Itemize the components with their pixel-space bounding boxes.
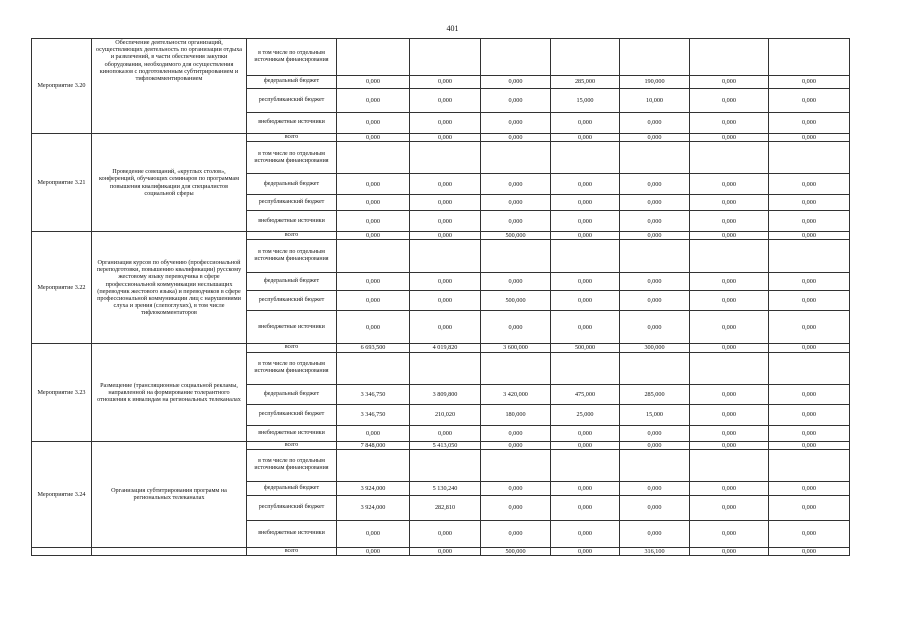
activity-label: Мероприятие 3.23	[32, 344, 92, 441]
amount-cell	[410, 449, 481, 481]
amount-cell: 0,000	[410, 232, 481, 240]
amount-cell: 0,000	[551, 113, 620, 134]
amount-cell: 0,000	[410, 311, 481, 344]
amount-cell	[337, 39, 410, 76]
amount-cell: 0,000	[769, 134, 850, 142]
amount-cell	[337, 240, 410, 273]
funding-source: внебюджетные источники	[247, 425, 337, 441]
amount-cell: 0,000	[551, 520, 620, 547]
amount-cell: 500,000	[481, 232, 551, 240]
amount-cell	[337, 142, 410, 174]
amount-cell: 0,000	[551, 425, 620, 441]
funding-source: всего	[247, 134, 337, 142]
amount-cell: 3 420,000	[481, 384, 551, 404]
amount-cell	[690, 352, 769, 384]
amount-cell: 0,000	[481, 89, 551, 113]
amount-cell: 0,000	[551, 174, 620, 195]
funding-source: республиканский бюджет	[247, 89, 337, 113]
amount-cell	[481, 39, 551, 76]
amount-cell: 0,000	[551, 291, 620, 311]
amount-cell: 0,000	[690, 441, 769, 449]
amount-cell: 0,000	[551, 441, 620, 449]
amount-cell: 0,000	[769, 232, 850, 240]
amount-cell: 25,000	[551, 404, 620, 425]
amount-cell	[481, 449, 551, 481]
amount-cell: 500,000	[481, 547, 551, 555]
funding-source: республиканский бюджет	[247, 195, 337, 211]
amount-cell	[410, 240, 481, 273]
budget-table	[31, 38, 850, 556]
amount-cell: 0,000	[769, 481, 850, 495]
amount-cell: 0,000	[410, 76, 481, 89]
amount-cell: 0,000	[769, 520, 850, 547]
amount-cell	[690, 39, 769, 76]
amount-cell: 0,000	[410, 113, 481, 134]
amount-cell: 210,020	[410, 404, 481, 425]
amount-cell: 0,000	[410, 547, 481, 555]
amount-cell: 0,000	[769, 311, 850, 344]
amount-cell: 0,000	[410, 134, 481, 142]
amount-cell: 0,000	[551, 311, 620, 344]
amount-cell: 180,000	[481, 404, 551, 425]
funding-source: в том числе по отдельным источникам финансирования	[247, 240, 337, 273]
funding-source: в том числе по отдельным источникам финансирования	[247, 39, 337, 76]
amount-cell: 0,000	[690, 211, 769, 232]
table-body	[32, 39, 850, 556]
amount-cell: 0,000	[690, 344, 769, 352]
funding-source: внебюджетные источники	[247, 311, 337, 344]
funding-source: всего	[247, 441, 337, 449]
funding-source: внебюджетные источники	[247, 113, 337, 134]
amount-cell: 0,000	[337, 134, 410, 142]
amount-cell: 0,000	[410, 211, 481, 232]
amount-cell	[551, 142, 620, 174]
amount-cell: 0,000	[337, 232, 410, 240]
amount-cell: 285,000	[620, 384, 690, 404]
amount-cell	[481, 352, 551, 384]
funding-source: республиканский бюджет	[247, 291, 337, 311]
amount-cell: 0,000	[769, 76, 850, 89]
amount-cell: 0,000	[620, 311, 690, 344]
amount-cell: 190,000	[620, 76, 690, 89]
funding-source: федеральный бюджет	[247, 384, 337, 404]
amount-cell: 475,000	[551, 384, 620, 404]
table-row	[32, 232, 850, 240]
amount-cell: 0,000	[769, 344, 850, 352]
amount-cell: 0,000	[769, 291, 850, 311]
amount-cell: 0,000	[481, 76, 551, 89]
amount-cell	[551, 449, 620, 481]
amount-cell: 0,000	[620, 134, 690, 142]
amount-cell: 5 413,050	[410, 441, 481, 449]
amount-cell: 0,000	[690, 311, 769, 344]
funding-source: республиканский бюджет	[247, 404, 337, 425]
amount-cell: 0,000	[690, 495, 769, 520]
amount-cell: 0,000	[481, 134, 551, 142]
funding-source: федеральный бюджет	[247, 273, 337, 291]
amount-cell: 282,810	[410, 495, 481, 520]
amount-cell: 0,000	[337, 425, 410, 441]
amount-cell: 0,000	[481, 273, 551, 291]
amount-cell	[769, 142, 850, 174]
amount-cell: 0,000	[481, 113, 551, 134]
amount-cell: 0,000	[620, 174, 690, 195]
amount-cell	[690, 142, 769, 174]
funding-source: всего	[247, 344, 337, 352]
amount-cell: 3 346,750	[337, 384, 410, 404]
amount-cell: 0,000	[481, 311, 551, 344]
activity-label: Мероприятие 3.21	[32, 134, 92, 232]
amount-cell	[769, 449, 850, 481]
amount-cell	[337, 352, 410, 384]
amount-cell: 0,000	[620, 520, 690, 547]
amount-cell: 0,000	[769, 547, 850, 555]
amount-cell: 5 130,240	[410, 481, 481, 495]
table-row	[32, 39, 850, 76]
amount-cell: 0,000	[337, 547, 410, 555]
amount-cell: 0,000	[769, 195, 850, 211]
amount-cell	[551, 39, 620, 76]
amount-cell: 0,000	[551, 481, 620, 495]
amount-cell: 500,000	[481, 291, 551, 311]
activity-label: Мероприятие 3.24	[32, 441, 92, 547]
amount-cell: 0,000	[551, 495, 620, 520]
amount-cell: 0,000	[690, 134, 769, 142]
amount-cell: 0,000	[551, 195, 620, 211]
amount-cell: 0,000	[620, 232, 690, 240]
amount-cell: 0,000	[769, 441, 850, 449]
amount-cell: 0,000	[337, 520, 410, 547]
amount-cell: 0,000	[410, 520, 481, 547]
amount-cell: 0,000	[620, 113, 690, 134]
table-row	[32, 344, 850, 352]
funding-source: в том числе по отдельным источникам финансирования	[247, 449, 337, 481]
amount-cell: 0,000	[551, 232, 620, 240]
amount-cell: 0,000	[551, 134, 620, 142]
amount-cell: 4 019,820	[410, 344, 481, 352]
amount-cell: 0,000	[481, 481, 551, 495]
amount-cell: 0,000	[481, 195, 551, 211]
amount-cell: 0,000	[620, 495, 690, 520]
amount-cell: 0,000	[337, 211, 410, 232]
amount-cell	[620, 240, 690, 273]
amount-cell	[769, 352, 850, 384]
amount-cell	[410, 352, 481, 384]
amount-cell: 0,000	[620, 481, 690, 495]
amount-cell: 0,000	[690, 113, 769, 134]
amount-cell: 0,000	[337, 76, 410, 89]
amount-cell: 3 809,800	[410, 384, 481, 404]
amount-cell: 0,000	[481, 174, 551, 195]
amount-cell: 0,000	[481, 425, 551, 441]
activity-label: Мероприятие 3.20	[32, 39, 92, 134]
funding-source: федеральный бюджет	[247, 174, 337, 195]
activity-label	[32, 547, 92, 555]
amount-cell: 7 848,000	[337, 441, 410, 449]
amount-cell: 285,000	[551, 76, 620, 89]
amount-cell: 0,000	[690, 89, 769, 113]
activity-description: Организация субтитрирования программ на региональных телеканалах	[92, 441, 247, 547]
amount-cell: 0,000	[769, 113, 850, 134]
amount-cell	[337, 449, 410, 481]
amount-cell: 0,000	[690, 195, 769, 211]
amount-cell: 15,000	[620, 404, 690, 425]
amount-cell: 0,000	[769, 384, 850, 404]
activity-description: Размещение (трансляционные социальной рекламы, направленной на формирование толерантного отношения к инвалидам на региональных телеканалах	[92, 344, 247, 441]
amount-cell: 0,000	[337, 311, 410, 344]
funding-source: внебюджетные источники	[247, 211, 337, 232]
amount-cell: 316,100	[620, 547, 690, 555]
amount-cell	[551, 352, 620, 384]
amount-cell: 300,000	[620, 344, 690, 352]
amount-cell: 0,000	[551, 273, 620, 291]
amount-cell: 15,000	[551, 89, 620, 113]
amount-cell: 0,000	[690, 273, 769, 291]
table-row	[32, 134, 850, 142]
amount-cell: 0,000	[410, 425, 481, 441]
amount-cell: 0,000	[769, 495, 850, 520]
amount-cell: 0,000	[481, 441, 551, 449]
amount-cell	[620, 449, 690, 481]
amount-cell: 0,000	[337, 195, 410, 211]
amount-cell: 0,000	[690, 404, 769, 425]
amount-cell: 0,000	[620, 273, 690, 291]
amount-cell	[769, 39, 850, 76]
amount-cell: 0,000	[690, 520, 769, 547]
amount-cell: 0,000	[690, 76, 769, 89]
funding-source: всего	[247, 232, 337, 240]
table-row	[32, 441, 850, 449]
amount-cell: 0,000	[481, 495, 551, 520]
amount-cell: 0,000	[769, 174, 850, 195]
amount-cell: 0,000	[769, 425, 850, 441]
page-number: 401	[446, 24, 459, 33]
activity-description	[92, 547, 247, 555]
amount-cell	[551, 240, 620, 273]
amount-cell: 0,000	[337, 113, 410, 134]
amount-cell: 0,000	[551, 547, 620, 555]
amount-cell: 0,000	[769, 404, 850, 425]
amount-cell: 0,000	[551, 211, 620, 232]
amount-cell	[690, 449, 769, 481]
amount-cell: 500,000	[551, 344, 620, 352]
amount-cell: 0,000	[620, 291, 690, 311]
amount-cell	[481, 240, 551, 273]
funding-source: республиканский бюджет	[247, 495, 337, 520]
funding-source: в том числе по отдельным источникам финансирования	[247, 142, 337, 174]
activity-description: Проведение совещаний, «круглых столов», конференций, обучающих семинаров по программам повышения квалификации для специалистов социальной сферы	[92, 134, 247, 232]
activity-description: Обеспечение деятельности организаций, осуществляющих деятельность по организации отдыха и развлечений, в части обеспечения закупки оборудования, необходимого для осуществления кинопоказов с подготовленным субтитрированием и тифлокомментированием	[92, 39, 247, 134]
funding-source: всего	[247, 547, 337, 555]
funding-source: в том числе по отдельным источникам финансирования	[247, 352, 337, 384]
amount-cell: 0,000	[690, 547, 769, 555]
amount-cell: 0,000	[620, 195, 690, 211]
amount-cell: 0,000	[481, 211, 551, 232]
amount-cell: 0,000	[620, 425, 690, 441]
amount-cell: 0,000	[410, 273, 481, 291]
amount-cell: 0,000	[769, 89, 850, 113]
amount-cell	[410, 142, 481, 174]
amount-cell	[410, 39, 481, 76]
amount-cell	[620, 142, 690, 174]
amount-cell: 0,000	[690, 291, 769, 311]
amount-cell: 0,000	[481, 520, 551, 547]
amount-cell	[481, 142, 551, 174]
amount-cell: 0,000	[410, 291, 481, 311]
amount-cell: 10,000	[620, 89, 690, 113]
amount-cell: 0,000	[690, 425, 769, 441]
page-bottom-blank	[0, 578, 905, 640]
funding-source: федеральный бюджет	[247, 76, 337, 89]
table-row	[32, 547, 850, 555]
amount-cell: 0,000	[690, 384, 769, 404]
amount-cell: 0,000	[620, 441, 690, 449]
funding-source: федеральный бюджет	[247, 481, 337, 495]
amount-cell: 3 924,000	[337, 481, 410, 495]
amount-cell: 0,000	[690, 232, 769, 240]
activity-label: Мероприятие 3.22	[32, 232, 92, 344]
amount-cell	[769, 240, 850, 273]
amount-cell: 0,000	[337, 273, 410, 291]
amount-cell: 3 600,000	[481, 344, 551, 352]
amount-cell: 0,000	[690, 481, 769, 495]
amount-cell	[620, 39, 690, 76]
activity-description: Организация курсов по обучению (профессиональной переподготовки, повышению квалификации) русскому жестовому языку переводчика в сфере профессиональной коммуникации неслышащих (переводчик жестового языка) и переводчиков в сфере профессиональной коммуникации лиц с нарушениями слуха и зрения (слепоглухих), в том числе тифлокомментаторов	[92, 232, 247, 344]
amount-cell: 0,000	[337, 291, 410, 311]
amount-cell: 3 346,750	[337, 404, 410, 425]
amount-cell: 6 693,500	[337, 344, 410, 352]
amount-cell: 0,000	[337, 174, 410, 195]
amount-cell: 0,000	[410, 89, 481, 113]
funding-source: внебюджетные источники	[247, 520, 337, 547]
amount-cell: 0,000	[410, 174, 481, 195]
amount-cell: 0,000	[769, 211, 850, 232]
amount-cell: 0,000	[769, 273, 850, 291]
amount-cell: 0,000	[690, 174, 769, 195]
amount-cell: 3 924,000	[337, 495, 410, 520]
amount-cell: 0,000	[620, 211, 690, 232]
amount-cell: 0,000	[337, 89, 410, 113]
amount-cell	[620, 352, 690, 384]
amount-cell	[690, 240, 769, 273]
amount-cell: 0,000	[410, 195, 481, 211]
